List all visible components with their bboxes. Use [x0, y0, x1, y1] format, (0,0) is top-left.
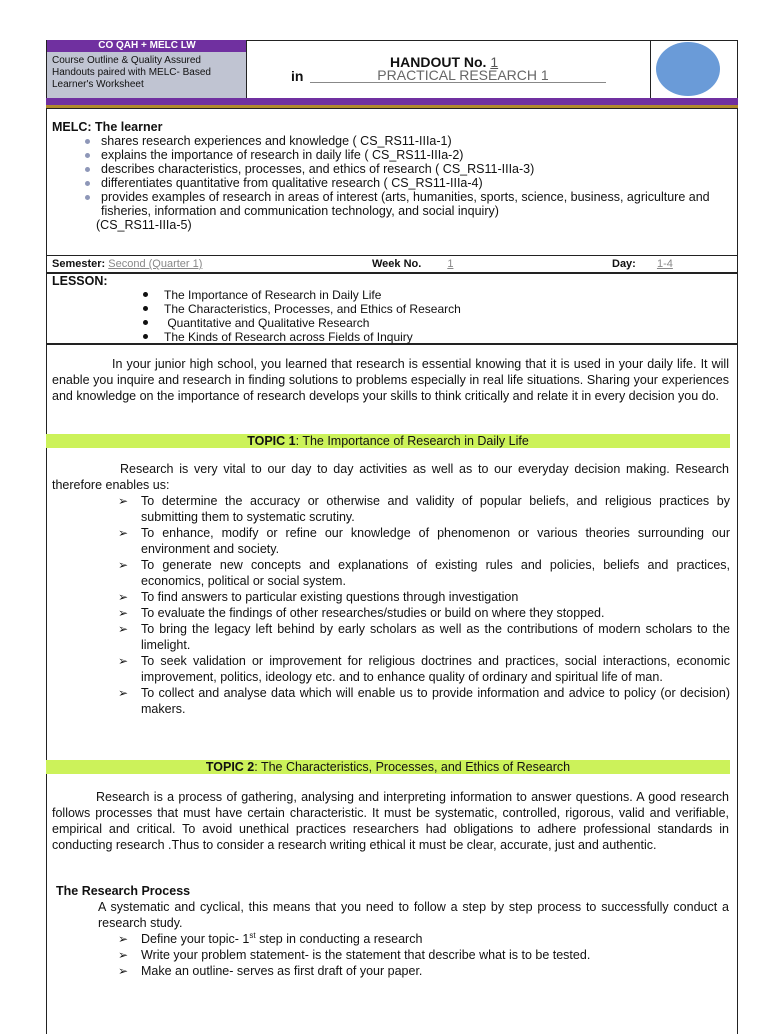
topic-1-heading — [46, 434, 730, 448]
arrow-bullet-icon: ➢ — [118, 558, 129, 572]
list-item: ➢ To seek validation or improvement for religious doctrines and practices, social interactions, economic improvement, politics, ideology etc. and to enhance quality of ordinary and spiritual life of man. — [118, 654, 730, 684]
research-steps-list — [118, 931, 730, 979]
list-item: shares research experiences and knowledge ( CS_RS11-IIIa-1) — [83, 134, 733, 148]
handout-label: HANDOUT No. — [390, 54, 487, 70]
topic-2-intro: Research is a process of gathering, analysing and interpreting information to answer questions. A good research follows processes that must have certain characteristic. It must be systematic, controlled, rigorous, valid and verifiable, empirical and critical. To avoid unethical practices researchers had obligations to adhere professional standards in conducting research .Thus to consider a research writing ethical it must be clear, accurate, just and authentic. — [52, 790, 729, 852]
week-value: 1 — [447, 258, 454, 270]
week-label: Week No. — [372, 258, 422, 270]
list-item: provides examples of research in areas of interest (arts, humanities, sports, science, business, agriculture and fisheries, information and communication technology, and social inquiry) — [83, 190, 733, 218]
list-item: differentiates quantitative from qualitative research ( CS_RS11-IIIa-4) — [83, 176, 733, 190]
bullet-icon — [85, 181, 90, 186]
day-value: 1-4 — [656, 258, 673, 270]
header-divider — [650, 40, 651, 98]
lesson-list — [140, 288, 461, 344]
arrow-bullet-icon: ➢ — [118, 964, 129, 978]
arrow-bullet-icon: ➢ — [118, 932, 129, 946]
header-left-cell — [46, 40, 247, 98]
arrow-bullet-icon: ➢ — [118, 590, 129, 604]
arrow-bullet-icon: ➢ — [118, 654, 129, 668]
bullet-icon — [85, 167, 90, 172]
semester-value: Second (Quarter 1) — [108, 258, 203, 270]
research-process-intro: A systematic and cyclical, this means that you need to follow a step by step process to successfully conduct a research study. — [98, 900, 729, 930]
melc-trailing-code: (CS_RS11-IIIa-5) — [96, 218, 192, 232]
topic-2-title: : The Characteristics, Processes, and Ethics of Research — [254, 760, 571, 774]
day-label: Day: — [612, 258, 636, 270]
topic-1-title: : The Importance of Research in Daily Life — [295, 434, 529, 448]
bullet-icon — [143, 334, 148, 339]
subject-name: PRACTICAL RESEARCH 1 — [310, 68, 606, 83]
list-item: Quantitative and Qualitative Research — [140, 316, 461, 330]
topic-1-label: TOPIC 1 — [247, 434, 296, 448]
list-item: ➢ To evaluate the findings of other researches/studies or build on where they stopped. — [118, 606, 605, 620]
list-item: The Importance of Research in Daily Life — [140, 288, 461, 302]
semester-label: Semester: — [52, 258, 106, 270]
list-item: ➢ To bring the legacy left behind by early scholars as well as the contributions of modern scholars to the limelight. — [118, 622, 730, 652]
list-item: ➢ To determine the accuracy or otherwise and validity of popular beliefs, and religious practices by submitting them to systematic scrutiny. — [118, 494, 730, 524]
list-item: The Characteristics, Processes, and Ethics of Research — [140, 302, 461, 316]
topic-2-heading — [46, 760, 730, 774]
course-description: Course Outline & Quality Assured Handouts paired with MELC- Based Learner's Worksheet — [52, 55, 211, 90]
list-item: ➢ To enhance, modify or refine our knowledge of phenomenon or various theories surrounding our environment and society. — [118, 526, 730, 556]
co-qah-badge: CO QAH + MELC LW — [47, 40, 247, 52]
topic-1-intro: Research is very vital to our day to day activities as well as to our everyday decision making. Research therefore enables us: — [52, 462, 729, 492]
arrow-bullet-icon: ➢ — [118, 948, 129, 962]
bullet-icon — [85, 139, 90, 144]
arrow-bullet-icon: ➢ — [118, 526, 129, 540]
arrow-bullet-icon: ➢ — [118, 686, 129, 700]
school-logo — [656, 42, 720, 96]
handout-number: 1 — [490, 54, 499, 70]
bullet-icon — [143, 306, 148, 311]
list-item: ➢ To find answers to particular existing questions through investigation — [118, 590, 519, 604]
week — [372, 258, 476, 270]
list-item: ➢ To collect and analyse data which will enable us to provide information and advice to policy (or decision) makers. — [118, 686, 730, 716]
list-item: explains the importance of research in daily life ( CS_RS11-IIIa-2) — [83, 148, 733, 162]
list-item: ➢ Define your topic- 1st step in conducting a research — [118, 930, 423, 946]
bullet-icon — [85, 195, 90, 200]
purple-divider — [46, 98, 738, 105]
melc-title: MELC: The learner — [52, 120, 163, 134]
research-process-heading: The Research Process — [56, 884, 191, 898]
list-item: describes characteristics, processes, and ethics of research ( CS_RS11-IIIa-3) — [83, 162, 733, 176]
arrow-bullet-icon: ➢ — [118, 622, 129, 636]
list-item: ➢ Write your problem statement- is the statement that describe what is to be tested. — [118, 948, 591, 962]
bullet-icon — [85, 153, 90, 158]
melc-list — [83, 134, 733, 218]
topic-2-label: TOPIC 2 — [205, 760, 255, 774]
lesson-title: LESSON: — [52, 274, 108, 288]
arrow-bullet-icon: ➢ — [118, 606, 129, 620]
intro-paragraph: In your junior high school, you learned that research is essential knowing that it is used in your daily life. It will enable you inquire and research in finding solutions to problems especially in real life situations. Sharing your experiences and knowledge on the importance of research develops your skills to think critically and relate it in every decision you do. — [52, 357, 729, 403]
bullet-icon — [143, 292, 148, 297]
day — [612, 258, 691, 270]
arrow-bullet-icon: ➢ — [118, 494, 129, 508]
list-item: ➢ Make an outline- serves as first draft of your paper. — [118, 964, 423, 978]
list-item: ➢ To generate new concepts and explanations of existing rules and policies, beliefs and practices, economics, political or social system. — [118, 558, 730, 588]
in-label: in — [291, 68, 304, 84]
semester — [52, 258, 202, 270]
bullet-icon — [143, 320, 148, 325]
list-item: The Kinds of Research across Fields of Inquiry — [140, 330, 461, 344]
topic-1-list — [118, 493, 730, 717]
